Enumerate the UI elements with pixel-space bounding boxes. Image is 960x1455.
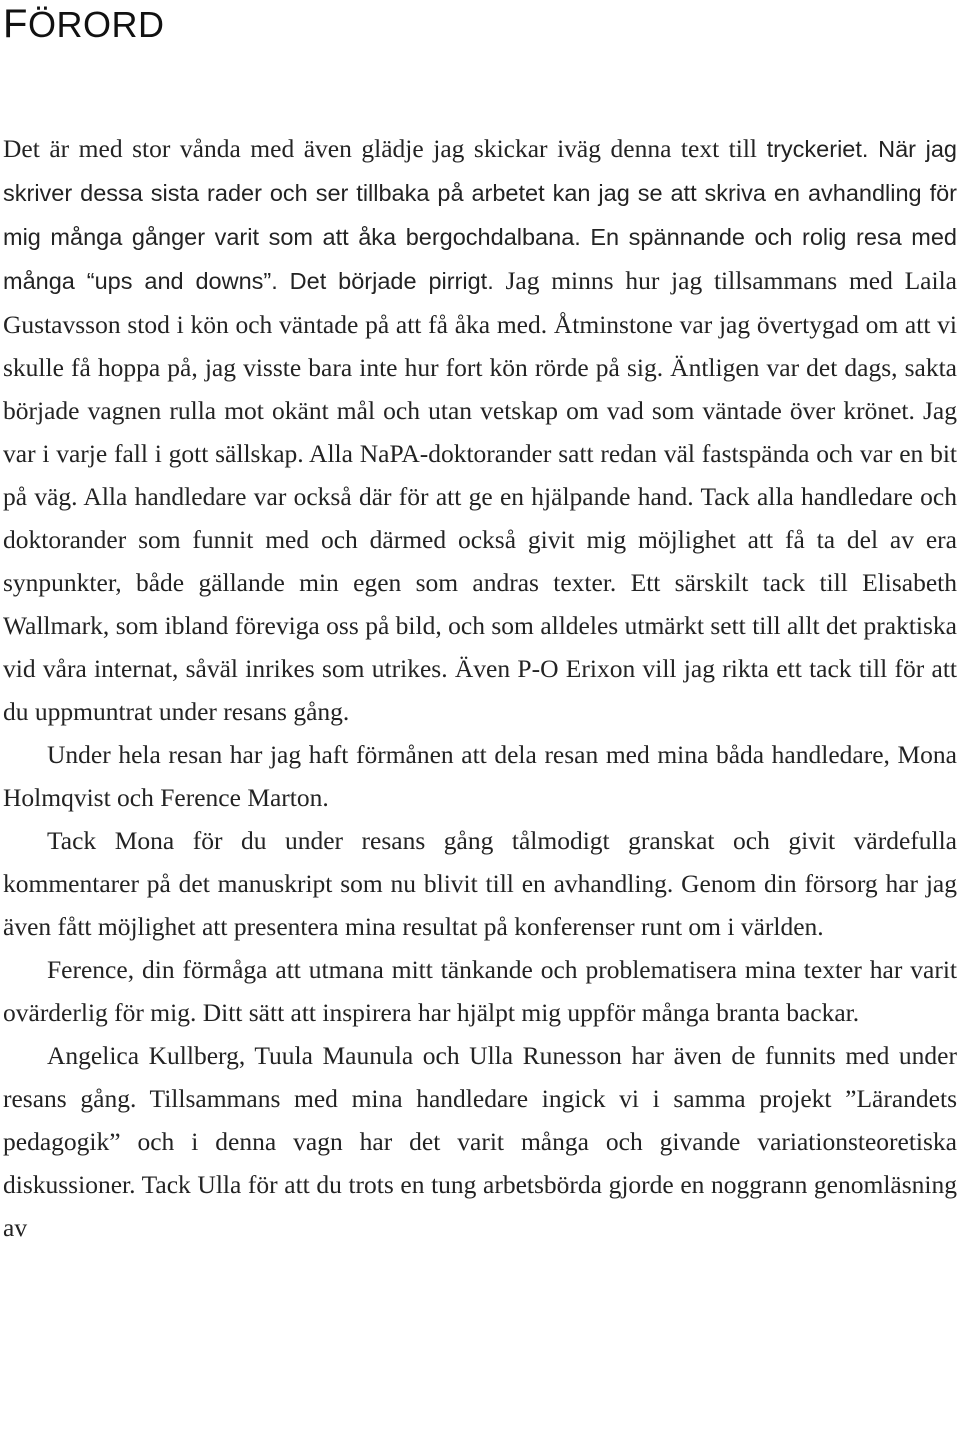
paragraph-mona: Tack Mona för du under resans gång tålmodigt granskat och givit värdefulla kommentarer på det manuskript som nu blivit till en avhandling. Genom din försorg har jag även fått möjlighet att presentera mina resultat på konferenser runt om i världen.	[3, 826, 957, 941]
document-page	[3, 0, 957, 1249]
page-title	[3, 0, 957, 47]
paragraph-intro-part3: Jag minns hur jag tillsammans med Laila Gustavsson stod i kön och väntade på att få åka med. Åtminstone var jag övertygad om att vi skulle få hoppa på, jag visste bara inte hur fort kön rörde på sig. Äntligen var det dags, sakta började vagnen rulla mot okänt mål och utan vetskap om vad som väntade över krönet. Jag var i varje fall i gott sällskap. Alla NaPA-doktorander satt redan väl fastspända och var en bit på väg. Alla handledare var också där för att ge en hjälpande hand. Tack alla handledare och doktorander som funnit med och därmed också givit mig möjlighet att få ta del av era synpunkter, både gällande min egen som andras texter. Ett särskilt tack till Elisabeth Wallmark, som ibland föreviga oss på bild, och som alldeles utmärkt sett till allt det praktiska vid våra internat, såväl inrikes som utrikes. Även P-O Erixon vill jag rikta ett tack till för att du uppmuntrat under resans gång.	[3, 266, 957, 726]
paragraph-colleagues: Angelica Kullberg, Tuula Maunula och Ulla Runesson har även de funnits med under resans gång. Tillsammans med mina handledare ingick vi i samma projekt ”Lärandets pedagogik” och i denna vagn har det varit många och givande variationsteoretiska diskussioner. Tack Ulla för att du trots en tung arbetsbörda gjorde en noggrann genomläsning av	[3, 1041, 957, 1242]
paragraph-handledare: Under hela resan har jag haft förmånen att dela resan med mina båda handledare, Mona Holmqvist och Ference Marton.	[3, 740, 957, 812]
paragraph-intro-sans-run: tryckeriet. När jag skriver dessa sista rader och ser tillbaka på arbetet kan jag se att skriva en avhandling för mig många gånger varit som att åka bergochdalbana. En spännande och rolig resa med många “ups and downs”. Det började pirrigt.	[3, 136, 958, 294]
title-first-letter: F	[3, 2, 28, 46]
title-rest: ÖRORD	[27, 4, 165, 45]
body-text	[3, 127, 957, 1249]
paragraph-intro-part1: Det är med stor vånda med även glädje jag skickar iväg denna text till	[3, 134, 767, 163]
paragraph-intro	[3, 127, 957, 733]
paragraph-ference: Ference, din förmåga att utmana mitt tänkande och problematisera mina texter har varit ovärderlig för mig. Ditt sätt att inspirera har hjälpt mig uppför många branta backar.	[3, 955, 957, 1027]
